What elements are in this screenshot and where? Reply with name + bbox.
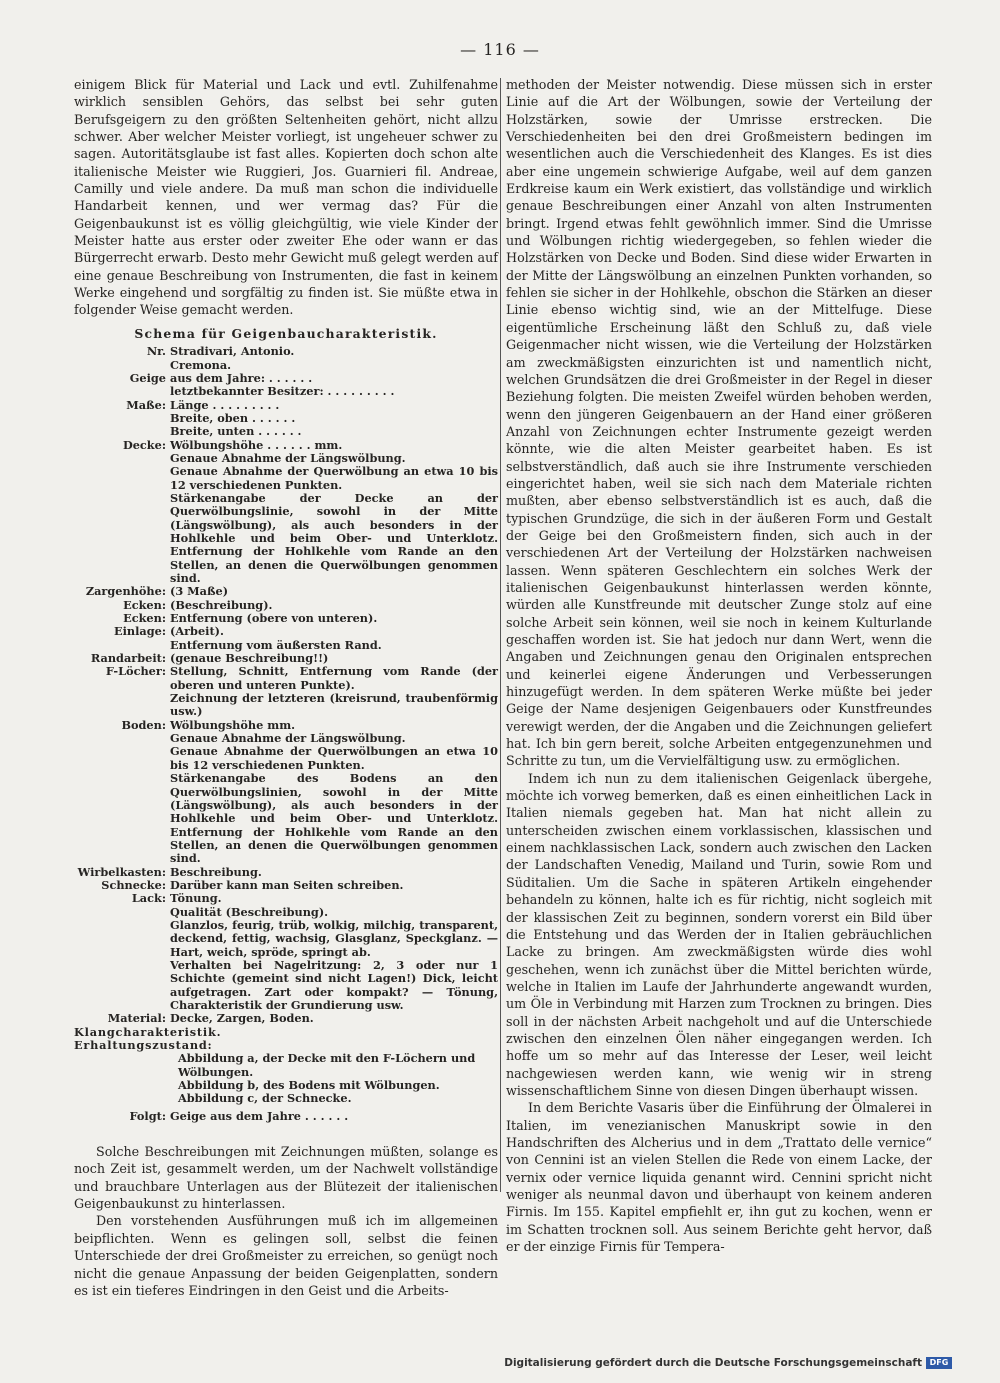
schema-row: [74, 585, 498, 598]
schema-label: [74, 692, 170, 719]
schema-table: [74, 345, 498, 1012]
schema-label: Zargenhöhe:: [85, 584, 166, 599]
schema-row: [74, 492, 498, 585]
schema-label: [74, 745, 170, 772]
schema-value: Länge . . . . . . . . .: [170, 397, 280, 412]
schema-value: (genaue Beschreibung!!): [170, 651, 329, 666]
schema-label: F-Löcher:: [105, 664, 166, 679]
schema-row: [74, 412, 498, 425]
schema-value: Stärkenangabe des Bodens an den Querwölbungslinien, sowohl in der Mitte (Längswölbung), als auch besonders in der Hohlkehle und beim Ober- und Unterklotz. Entfernung der Hohlkehle vom Rande an den Stellen, an denen die Querwölbungen genommen sind.: [170, 771, 498, 866]
schema-label: [74, 906, 170, 919]
schema-value: Verhalten bei Nagelritzung: 2, 3 oder nur 1 Schichte (gemeint sind nicht Lagen!) Dick, leicht aufgetragen. Zart oder kompakt? — Tönung, Charakteristik der Grundierung usw.: [170, 957, 498, 1012]
schema-label: [74, 385, 170, 398]
schema-value: (3 Maße): [170, 584, 229, 599]
schema-value: Breite, oben . . . . . .: [170, 410, 296, 425]
schema-label: Einlage:: [114, 624, 166, 639]
schema-follows-value: Geige aus dem Jahre . . . . . .: [170, 1108, 349, 1123]
schema-label: [74, 639, 170, 652]
schema-value: [225, 1026, 498, 1039]
schema-label: Erhaltungszustand:: [74, 1038, 213, 1053]
page-number: — 116 —: [460, 40, 540, 59]
schema-value: Glanzlos, feurig, trüb, wolkig, milchig, transparent, deckend, fettig, wachsig, Glasglanz, Speckglanz. — Hart, weich, spröde, springt ab.: [170, 917, 498, 959]
schema-value: Entfernung (obere von unteren).: [170, 611, 378, 626]
schema-label: Boden:: [121, 717, 166, 732]
schema-value: Cremona.: [170, 357, 232, 372]
schema-row: [74, 906, 498, 919]
body-paragraph: In dem Berichte Vasaris über die Einführung der Ölmalerei in Italien, im venezianischen Manuskript sowie in den Handschriften des Alcherius und in dem „Trattato delle vernice“ von Cennini ist an vielen Stellen die Rede von einem Lacke, der vernix oder vernice liquida genannt wird. Cennini spricht nicht weniger als neunmal davon und überhaupt von keinem anderen Firnis. Im 155. Kapitel empfiehlt er, ihn gut zu kochen, wenn er im Schatten trocknen soll. Aus seinem Berichte geht hervor, daß er der einzige Firnis für Tempera-: [506, 1100, 932, 1255]
dfg-logo-icon: DFG: [926, 1357, 952, 1369]
schema-row: [74, 866, 498, 879]
schema-value: Tönung.: [170, 891, 222, 906]
schema-row: [74, 692, 498, 719]
schema-row: [74, 652, 498, 665]
schema-row: [74, 719, 498, 732]
schema-label: Maße:: [126, 397, 166, 412]
schema-value: Genaue Abnahme der Längswölbung.: [170, 731, 406, 746]
figure-caption: Abbildung a, der Decke mit den F-Löchern und Wölbungen.: [178, 1051, 476, 1079]
schema-title: Schema für Geigenbaucharakteristik.: [134, 325, 438, 341]
schema-row: [74, 425, 498, 438]
schema-row: [74, 1026, 498, 1039]
schema-figures: [74, 1052, 498, 1105]
schema-value: Breite, unten . . . . . .: [170, 424, 302, 439]
schema-row: [74, 612, 498, 625]
schema-value: Darüber kann man Seiten schreiben.: [170, 877, 404, 892]
schema-row: [74, 892, 498, 905]
schema-value: Wölbungshöhe mm.: [170, 717, 296, 732]
schema-row: [74, 745, 498, 772]
body-paragraph: Indem ich nun zu dem italienischen Geigenlack übergehe, möchte ich vorweg bemerken, daß es einen einheitlichen Lack in Italien niemals gegeben hat. Man hat nicht allein zu unterscheiden zwischen einem vorklassischen, klassischen und einem nachklassischen Lack, sondern auch zwischen den Lacken der Landschaften Venedig, Mailand und Turin, sowie Rom und Süditalien. Um die Sache in späteren Artikeln eingehender behandeln zu können, halte ich es für richtig, nicht sogleich mit der klassischen Zeit zu beginnen, sondern vorerst ein Bild über die Entstehung und das Werden der in Italien gebräuchlichen Lacke zu bringen. Am zweckmäßigsten würde dies wohl geschehen, wenn ich zunächst über die Mittel berichten würde, welche in Italien im Laufe der Jahrhunderte angewandt wurden, um Öle in Verbindung mit Harzen zum Trocknen zu bringen. Dies soll in der nächsten Arbeit nachgeholt und auf die Unterschiede zwischen den einzelnen Ölen näher eingegangen werden. Ich hoffe um so mehr auf das Interesse der Leser, weil leicht nachgewiesen werden kann, wie wenig wir in streng wissenschaftlichem Sinne von diesen Dingen überhaupt wissen.: [506, 770, 932, 1098]
schema-label: Geige: [129, 370, 166, 385]
schema-value: aus dem Jahre: . . . . . .: [170, 370, 313, 385]
schema-label: Randarbeit:: [90, 651, 166, 666]
schema-value: Entfernung vom äußersten Rand.: [170, 637, 382, 652]
schema-label: Lack:: [131, 891, 166, 906]
schema-value: Genaue Abnahme der Querwölbung an etwa 10 bis 12 verschiedenen Punkten.: [170, 464, 498, 492]
schema-label: [74, 732, 170, 745]
schema-row: [74, 399, 498, 412]
schema-value: letztbekannter Besitzer: . . . . . . . . .: [170, 384, 395, 399]
schema-value: Qualität (Beschreibung).: [170, 904, 329, 919]
schema-value: Stradivari, Antonio.: [170, 344, 295, 359]
schema-row: [74, 959, 498, 1012]
schema-label: [74, 465, 170, 492]
schema-tail: [74, 1012, 498, 1052]
schema-label: Schnecke:: [101, 877, 166, 892]
schema-value: Decke, Zargen, Boden.: [170, 1011, 314, 1026]
schema-row: [74, 919, 498, 959]
schema-row: [74, 465, 498, 492]
schema-label: [74, 772, 170, 865]
figure-caption: Abbildung c, der Schnecke.: [178, 1091, 352, 1106]
schema-label: Klangcharakteristik.: [74, 1024, 222, 1039]
schema-label: [74, 412, 170, 425]
schema-label: [74, 919, 170, 959]
schema-label: Nr.: [146, 344, 166, 359]
schema-label: [74, 425, 170, 438]
schema-row: [74, 1012, 498, 1025]
left-column: [74, 76, 498, 1299]
schema-value: [217, 1039, 498, 1052]
schema-label: Ecken:: [123, 611, 166, 626]
schema-row: [74, 345, 498, 358]
digitization-credit: Digitalisierung gefördert durch die Deutsche Forschungsgemeinschaft: [504, 1357, 922, 1369]
schema-value: (Beschreibung).: [170, 597, 273, 612]
footer: [504, 1357, 952, 1369]
figure-caption: Abbildung b, des Bodens mit Wölbungen.: [178, 1078, 440, 1093]
schema-row: [74, 599, 498, 612]
schema-label: Decke:: [122, 437, 166, 452]
schema-row: [74, 639, 498, 652]
schema-value: Genaue Abnahme der Längswölbung.: [170, 450, 406, 465]
schema-row: [74, 772, 498, 865]
right-column: [506, 76, 932, 1255]
schema-row: [74, 625, 498, 638]
schema-row: [74, 665, 498, 692]
schema-row: [74, 359, 498, 372]
schema-label: [74, 959, 170, 1012]
schema-value: Stärkenangabe der Decke an der Querwölbungslinie, sowohl in der Mitte (Längswölbung), als auch besonders in der Hohlkehle und beim Ober- und Unterklotz. Entfernung der Hohlkehle vom Rande an den Stellen, an denen die Querwölbungen genommen sind.: [170, 490, 498, 585]
schema-row: [74, 372, 498, 385]
body-paragraph: methoden der Meister notwendig. Diese müssen sich in erster Linie auf die Art der Wölbungen, sowie der Verteilung der Holzstärken, sowie der Umrisse erstrecken. Die Verschiedenheiten bei den drei Großmeistern bedingen im wesentlichen auch die Verschiedenheit des Klanges. Es ist dies aber eine ungemein schwierige Aufgabe, weil auf dem ganzen Erdkreise kaum ein Werk existiert, das vollständige und wirklich genaue Beschreibungen einer Anzahl von alten Instrumenten bringt. Irgend etwas fehlt gewöhnlich immer. Sind die Umrisse und Wölbungen richtig wiedergegeben, so fehlen wieder die Holzstärken von Decke und Boden. Sind diese wider Erwarten in der Mitte der Längswölbung an einzelnen Punkten vorhanden, so fehlen sie sicher in der Hohlkehle, obschon die Stärken an dieser Linie ebenso wichtig sind, wie an der Mittelfuge. Diese eigentümliche Erscheinung läßt den Schluß zu, daß viele Geigenmacher nicht wissen, wie die Verteilung der Holzstärken am zweckmäßigsten einzurichten ist und namentlich nicht, welchen Grundsätzen die drei Großmeister in der Regel in dieser Beziehung folgten. Die meisten Zweifel würden behoben werden, wenn den jüngeren Geigenbauern an der Hand einer größeren Anzahl von Zeichnungen echter Instrumente gezeigt werden könnte, wie die alten Meister gearbeitet haben. Es ist selbstverständlich, daß auch sie ihre Instrumente verschieden eingerichtet haben, weil sie sich nach dem Materiale richten mußten, aber ebenso selbstverständlich ist es auch, daß die typischen Grundzüge, die sich in der äußeren Form und Gestalt der Geige bei den Großmeistern finden, sich auch in der verschiedenen Art der Verteilung der Holzstärken nachweisen lassen. Wenn späteren Geschlechtern ein solches Werk der italienischen Geigenbaukunst hinterlassen werden könnte, würden alle Kunstfreunde mit deutscher Zunge stolz auf eine solche Arbeit sein können, weil sie noch in keinem Kulturlande geschaffen worden ist. Sie hat jedoch nur dann Wert, wenn die Angaben und Zeichnungen genau den Originalen entsprechen und keinerlei eigene Änderungen und Verbesserungen hinzugefügt werden. In dem späteren Werke müßte bei jeder Geige der Name desjenigen Geigenbauers oder Kunstfreundes verewigt werden, der die Angaben und die Zeichnungen geliefert hat. Ich bin gern bereit, solche Arbeiten entgegenzunehmen und Schritte zu tun, um die Vervielfältigung usw. zu ermöglichen.: [506, 77, 932, 769]
closing-text: [74, 1143, 498, 1299]
schema-row: [74, 439, 498, 452]
schema-label: Material:: [107, 1011, 166, 1026]
schema-label: [74, 359, 170, 372]
closing-paragraph: Solche Beschreibungen mit Zeichnungen müßten, solange es noch Zeit ist, gesammelt werden, um der Nachwelt vollständige und brauchbare Unterlagen aus der Blütezeit der italienischen Geigenbaukunst zu hinterlassen.: [74, 1144, 498, 1212]
schema-label: Wirbelkasten:: [77, 864, 166, 879]
schema-row: [74, 732, 498, 745]
schema-value: Zeichnung der letzteren (kreisrund, traubenförmig usw.): [170, 691, 498, 719]
column-divider: [500, 78, 501, 1192]
schema-value: Wölbungshöhe . . . . . . mm.: [170, 437, 343, 452]
schema-follows: [74, 1110, 498, 1123]
schema-value: Genaue Abnahme der Querwölbungen an etwa 10 bis 12 verschiedenen Punkten.: [170, 744, 498, 772]
schema-value: (Arbeit).: [170, 624, 224, 639]
schema-label: [74, 492, 170, 585]
schema-row: [74, 879, 498, 892]
schema-label: [74, 452, 170, 465]
schema-value: Beschreibung.: [170, 864, 262, 879]
closing-paragraph: Den vorstehenden Ausführungen muß ich im allgemeinen beipflichten. Wenn es gelingen soll, selbst die feinen Unterschiede der drei Großmeister zu erreichen, so genügt noch nicht die genaue Anpassung der beiden Geigenplatten, sondern es ist ein tieferes Eindringen in den Geist und die Arbeits-: [74, 1213, 498, 1298]
schema-value: Stellung, Schnitt, Entfernung vom Rande (der oberen und unteren Punkte).: [170, 664, 498, 692]
schema-follows-label: Folgt:: [129, 1108, 166, 1123]
intro-paragraph: einigem Blick für Material und Lack und evtl. Zuhilfenahme wirklich sensiblen Gehörs, das selbst bei sehr guten Berufsgeigern zu den größten Seltenheiten gehört, nicht allzu schwer. Aber welcher Meister vorliegt, ist ungeheuer schwer zu sagen. Autoritätsglaube ist fast alles. Kopierten doch schon alte italienische Meister wie Ruggieri, Jos. Guarnieri fil. Andreae, Camilly und viele andere. Da muß man schon die individuelle Handarbeit kennen, und wer vermag das? Für die Geigenbaukunst ist es völlig gleichgültig, wie viele Kinder der Meister hatte aus erster oder zweiter Ehe oder wann er das Bürgerrecht erwarb. Desto mehr Gewicht muß gelegt werden auf eine genaue Beschreibung von Instrumenten, die fast in keinem Werke eingehend und sorgfältig zu finden ist. Sie müßte etwa in folgender Weise gemacht werden.: [74, 77, 498, 318]
schema-row: [74, 1039, 498, 1052]
schema-label: Ecken:: [123, 597, 166, 612]
schema-row: [74, 452, 498, 465]
schema-row: [74, 385, 498, 398]
